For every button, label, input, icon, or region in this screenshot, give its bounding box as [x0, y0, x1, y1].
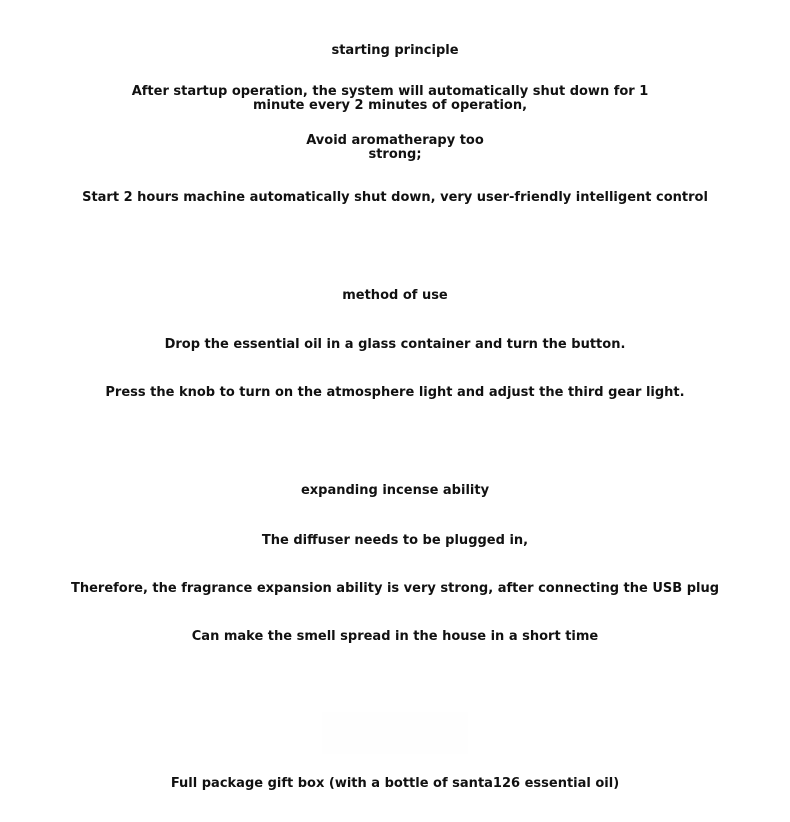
method-of-use-line-2: Press the knob to turn on the atmosphere light and adjust the third gear light. — [105, 385, 685, 400]
package-line: Full package gift box (with a bottle of santa126 essential oil) — [170, 776, 620, 791]
starting-principle-line-3: Start 2 hours machine automatically shut down, very user-friendly intelligent control — [82, 190, 708, 205]
blank-placeholder — [322, 712, 468, 754]
expanding-incense-line-2: Therefore, the fragrance expansion ability is very strong, after connecting the USB plug — [70, 581, 720, 596]
expanding-incense-heading: expanding incense ability — [300, 483, 490, 498]
expanding-incense-line-1: The diffuser needs to be plugged in, — [261, 533, 529, 548]
expanding-incense-line-3: Can make the smell spread in the house in a short time — [191, 629, 599, 644]
method-of-use-line-1: Drop the essential oil in a glass container and turn the button. — [164, 337, 626, 352]
method-of-use-heading: method of use — [342, 288, 448, 303]
starting-principle-heading: starting principle — [331, 43, 459, 58]
starting-principle-line-1: After startup operation, the system will automatically shut down for 1 minute every 2 minutes of operation, — [131, 84, 649, 113]
starting-principle-line-2: Avoid aromatherapy too strong; — [306, 133, 484, 162]
